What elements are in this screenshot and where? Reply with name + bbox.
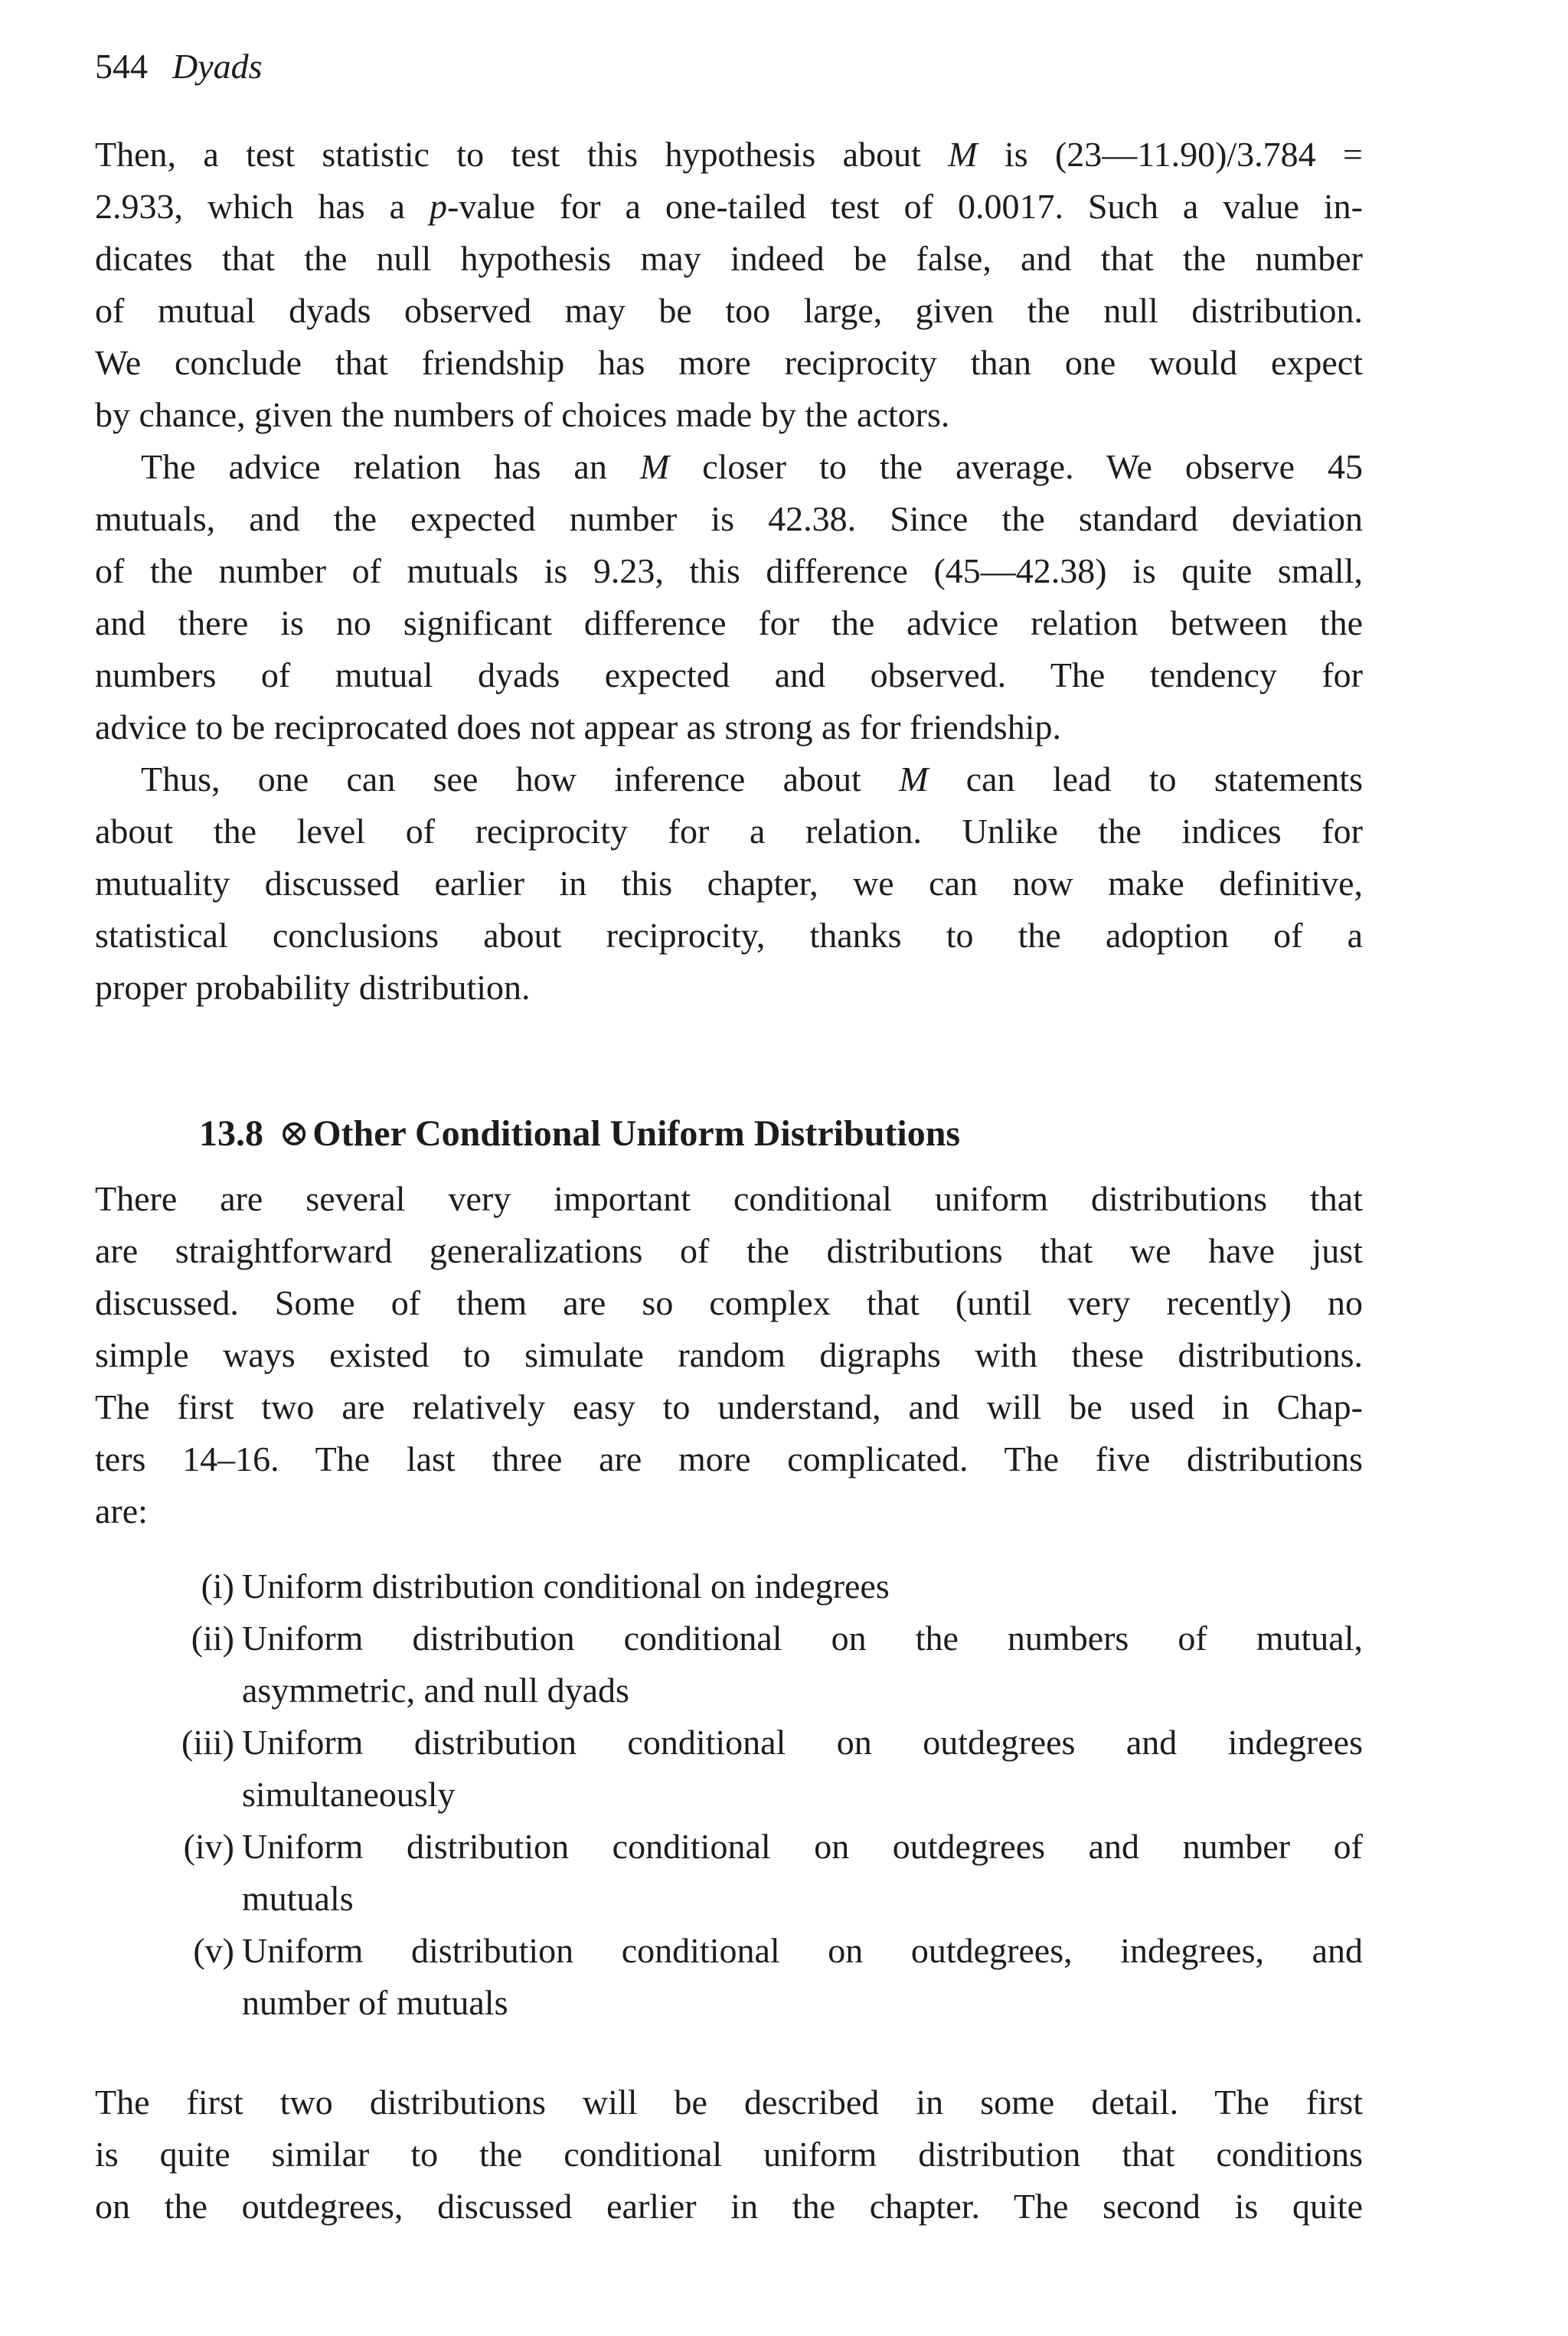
list-item <box>95 1925 1363 2029</box>
text-line: mutuality discussed earlier in this chapter, we can now make definitive, <box>95 864 1363 903</box>
text-line: numbers of mutual dyads expected and observed. The tendency for <box>95 655 1363 694</box>
list-item-text: Uniform distribution conditional on outdegrees and indegrees <box>242 1723 1363 1762</box>
text-line: and there is no significant difference for the advice relation between the <box>95 603 1363 642</box>
list-item-text: Uniform distribution conditional on outdegrees, indegrees, and <box>242 1931 1363 1970</box>
list-item-text: mutuals <box>242 1879 354 1918</box>
running-title: Dyads <box>172 47 263 86</box>
advanced-section-icon: ⊗ <box>279 1113 310 1154</box>
list-item-text: simultaneously <box>242 1775 456 1814</box>
text-line: ters 14–16. The last three are more complicated. The five distributions <box>95 1439 1363 1478</box>
text-line: There are several very important conditional uniform distributions that <box>95 1179 1363 1218</box>
list-item-label: (v) <box>193 1931 234 1970</box>
list-item <box>95 1612 1363 1717</box>
body-text-top <box>95 129 1363 1014</box>
list-item <box>95 1717 1363 1821</box>
body-text-bottom <box>95 2076 1363 2233</box>
text-line: advice to be reciprocated does not appear as strong as for friendship. <box>95 707 1061 747</box>
section-heading <box>199 1112 960 1155</box>
list-item-label: (ii) <box>191 1619 234 1658</box>
text-line: mutuals, and the expected number is 42.38. Since the standard deviation <box>95 499 1363 538</box>
section-title: Other Conditional Uniform Distributions <box>312 1113 961 1154</box>
text-line: The first two distributions will be described in some detail. The first <box>95 2083 1363 2122</box>
list-item-text: number of mutuals <box>242 1983 508 2022</box>
text-line: Thus, one can see how inference about M can lead to statements <box>141 760 1363 799</box>
paragraph <box>95 129 1363 441</box>
list-item <box>95 1821 1363 1925</box>
list-item-text: Uniform distribution conditional on indegrees <box>242 1567 890 1606</box>
section-number: 13.8 <box>199 1113 263 1154</box>
paragraph <box>95 753 1363 1014</box>
text-line: discussed. Some of them are so complex that (until very recently) no <box>95 1283 1363 1322</box>
text-line: The advice relation has an M closer to the average. We observe 45 <box>141 447 1364 486</box>
body-text-section <box>95 1173 1363 1537</box>
paragraph <box>95 441 1363 753</box>
text-line: The first two are relatively easy to understand, and will be used in Chap- <box>95 1387 1363 1426</box>
text-line: is quite similar to the conditional uniform distribution that conditions <box>95 2135 1363 2174</box>
list-item <box>95 1560 1363 1612</box>
list-item-text: Uniform distribution conditional on outdegrees and number of <box>242 1827 1363 1866</box>
text-line: dicates that the null hypothesis may indeed be false, and that the number <box>95 239 1363 278</box>
distribution-list <box>95 1560 1363 2029</box>
text-line: Then, a test statistic to test this hypothesis about M is (23—11.90)/3.784 = <box>95 135 1363 174</box>
page-number: 544 <box>95 47 148 86</box>
text-line: 2.933, which has a p-value for a one-tailed test of 0.0017. Such a value in- <box>95 187 1363 226</box>
text-line: of mutual dyads observed may be too large, given the null distribution. <box>95 291 1363 330</box>
text-line: on the outdegrees, discussed earlier in the chapter. The second is quite <box>95 2187 1363 2226</box>
list-item-label: (iv) <box>183 1827 234 1866</box>
list-item-label: (iii) <box>181 1723 234 1762</box>
text-line: We conclude that friendship has more reciprocity than one would expect <box>95 343 1363 382</box>
list-item-text: Uniform distribution conditional on the numbers of mutual, <box>242 1619 1363 1658</box>
text-line: about the level of reciprocity for a relation. Unlike the indices for <box>95 812 1363 851</box>
text-line: are straightforward generalizations of the distributions that we have just <box>95 1231 1363 1270</box>
list-item-text: asymmetric, and null dyads <box>242 1671 629 1710</box>
text-line: of the number of mutuals is 9.23, this difference (45—42.38) is quite small, <box>95 551 1363 590</box>
text-line: simple ways existed to simulate random digraphs with these distributions. <box>95 1335 1363 1374</box>
list-item-label: (i) <box>201 1567 234 1606</box>
text-line: are: <box>95 1491 148 1531</box>
text-line: statistical conclusions about reciprocity, thanks to the adoption of a <box>95 916 1363 955</box>
text-line: by chance, given the numbers of choices made by the actors. <box>95 395 950 434</box>
running-header <box>95 46 263 87</box>
text-line: proper probability distribution. <box>95 968 531 1007</box>
